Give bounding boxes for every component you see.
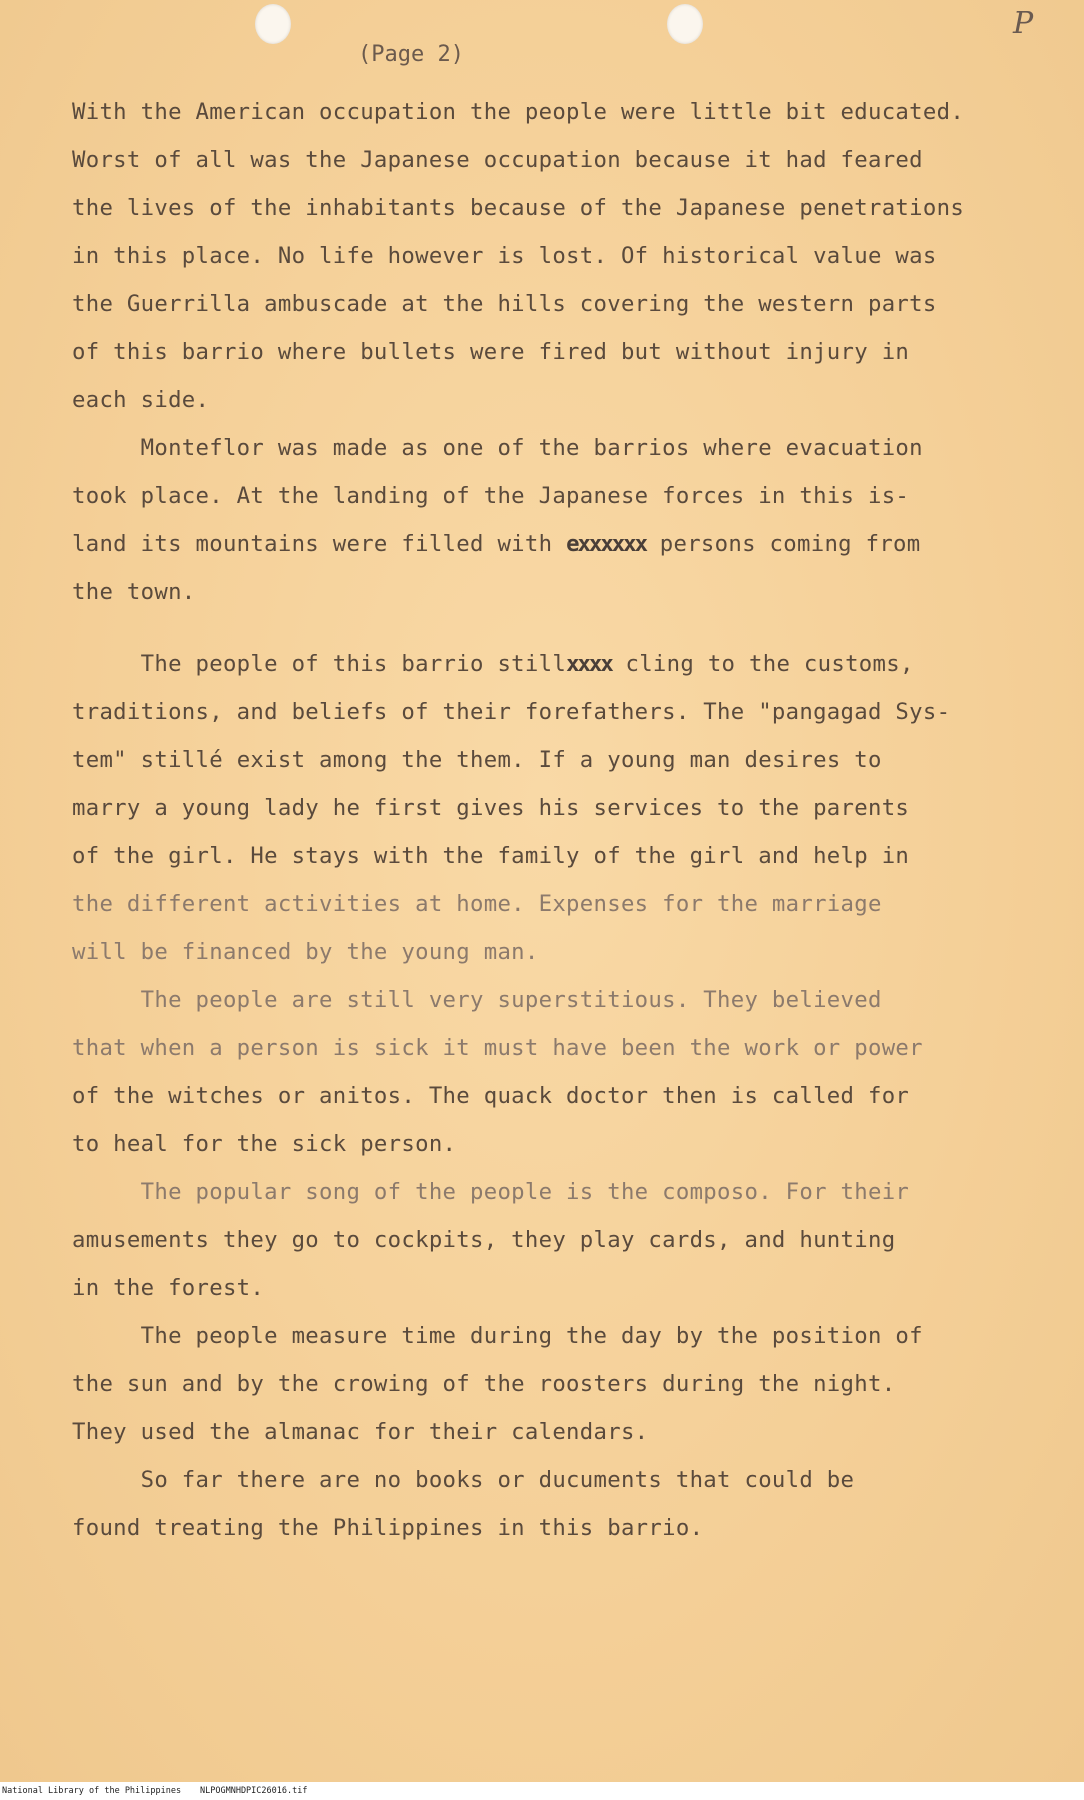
text-line: found treating the Philippines in this barrio. bbox=[72, 1515, 704, 1541]
text-line bbox=[72, 640, 1042, 688]
text-line: the sun and by the crowing of the roosters during the night. bbox=[72, 1371, 896, 1397]
text-line: the town. bbox=[72, 579, 196, 605]
text-line: will be financed by the young man. bbox=[72, 939, 539, 965]
text-line: the different activities at home. Expenses for the marriage bbox=[72, 891, 882, 917]
footer-file-id: NLPOGMNHDPIC26016.tif bbox=[200, 1786, 308, 1796]
text-segment: tem" still bbox=[72, 747, 210, 773]
paragraph-6 bbox=[72, 1312, 1042, 1456]
text-line: The popular song of the people is the composo. For their bbox=[72, 1179, 910, 1205]
text-line: With the American occupation the people were little bit educated. bbox=[72, 99, 965, 125]
text-segment: persons coming from bbox=[646, 531, 921, 557]
paragraph-1 bbox=[72, 88, 1042, 424]
text-line: amusements they go to cockpits, they play cards, and hunting bbox=[72, 1227, 896, 1253]
text-line: the Guerrilla ambuscade at the hills covering the western parts bbox=[72, 291, 937, 317]
footer-library-name: National Library of the Philippines bbox=[2, 1786, 182, 1796]
struck-out-word: xxxx bbox=[566, 651, 612, 677]
corner-handwritten-mark: P bbox=[1013, 6, 1034, 41]
paragraph-3 bbox=[72, 640, 1042, 976]
text-line: They used the almanac for their calendars. bbox=[72, 1419, 649, 1445]
text-line: Worst of all was the Japanese occupation because it had feared bbox=[72, 147, 923, 173]
scan-footer bbox=[0, 1782, 1084, 1800]
text-line: in this place. No life however is lost. Of historical value was bbox=[72, 243, 937, 269]
text-line: each side. bbox=[72, 387, 210, 413]
struck-out-char: é bbox=[209, 747, 223, 773]
paragraph-5 bbox=[72, 1168, 1042, 1312]
text-line: of the girl. He stays with the family of the girl and help in bbox=[72, 843, 910, 869]
text-line bbox=[72, 736, 1042, 784]
text-line: in the forest. bbox=[72, 1275, 265, 1301]
text-line: So far there are no books or ducuments that could be bbox=[72, 1467, 855, 1493]
struck-out-word: exxxxxx bbox=[566, 531, 647, 557]
text-line: to heal for the sick person. bbox=[72, 1131, 457, 1157]
text-line: of the witches or anitos. The quack doctor then is called for bbox=[72, 1083, 910, 1109]
text-segment: cling to the customs, bbox=[611, 651, 914, 677]
punch-hole-right bbox=[667, 4, 703, 44]
text-line: The people measure time during the day by the position of bbox=[72, 1323, 923, 1349]
text-line: of this barrio where bullets were fired but without injury in bbox=[72, 339, 910, 365]
text-line: traditions, and beliefs of their forefathers. The "pangagad Sys- bbox=[72, 699, 951, 725]
paragraph-4 bbox=[72, 976, 1042, 1168]
text-line: The people are still very superstitious. They believed bbox=[72, 987, 882, 1013]
text-segment: land its mountains were filled with bbox=[72, 531, 567, 557]
text-segment: exist among the them. If a young man desires to bbox=[222, 747, 882, 773]
text-line: took place. At the landing of the Japanese forces in this is- bbox=[72, 483, 910, 509]
text-segment: The people of this barrio still bbox=[72, 651, 567, 677]
paragraph-2 bbox=[72, 424, 1042, 616]
page-label: (Page 2) bbox=[358, 42, 464, 67]
document-body bbox=[72, 88, 1042, 1552]
text-line: the lives of the inhabitants because of the Japanese penetrations bbox=[72, 195, 965, 221]
text-line: that when a person is sick it must have been the work or power bbox=[72, 1035, 923, 1061]
text-line bbox=[72, 520, 1042, 568]
punch-hole-left bbox=[255, 4, 291, 44]
paragraph-7 bbox=[72, 1456, 1042, 1552]
text-line: Monteflor was made as one of the barrios where evacuation bbox=[72, 435, 923, 461]
text-line: marry a young lady he first gives his services to the parents bbox=[72, 795, 910, 821]
